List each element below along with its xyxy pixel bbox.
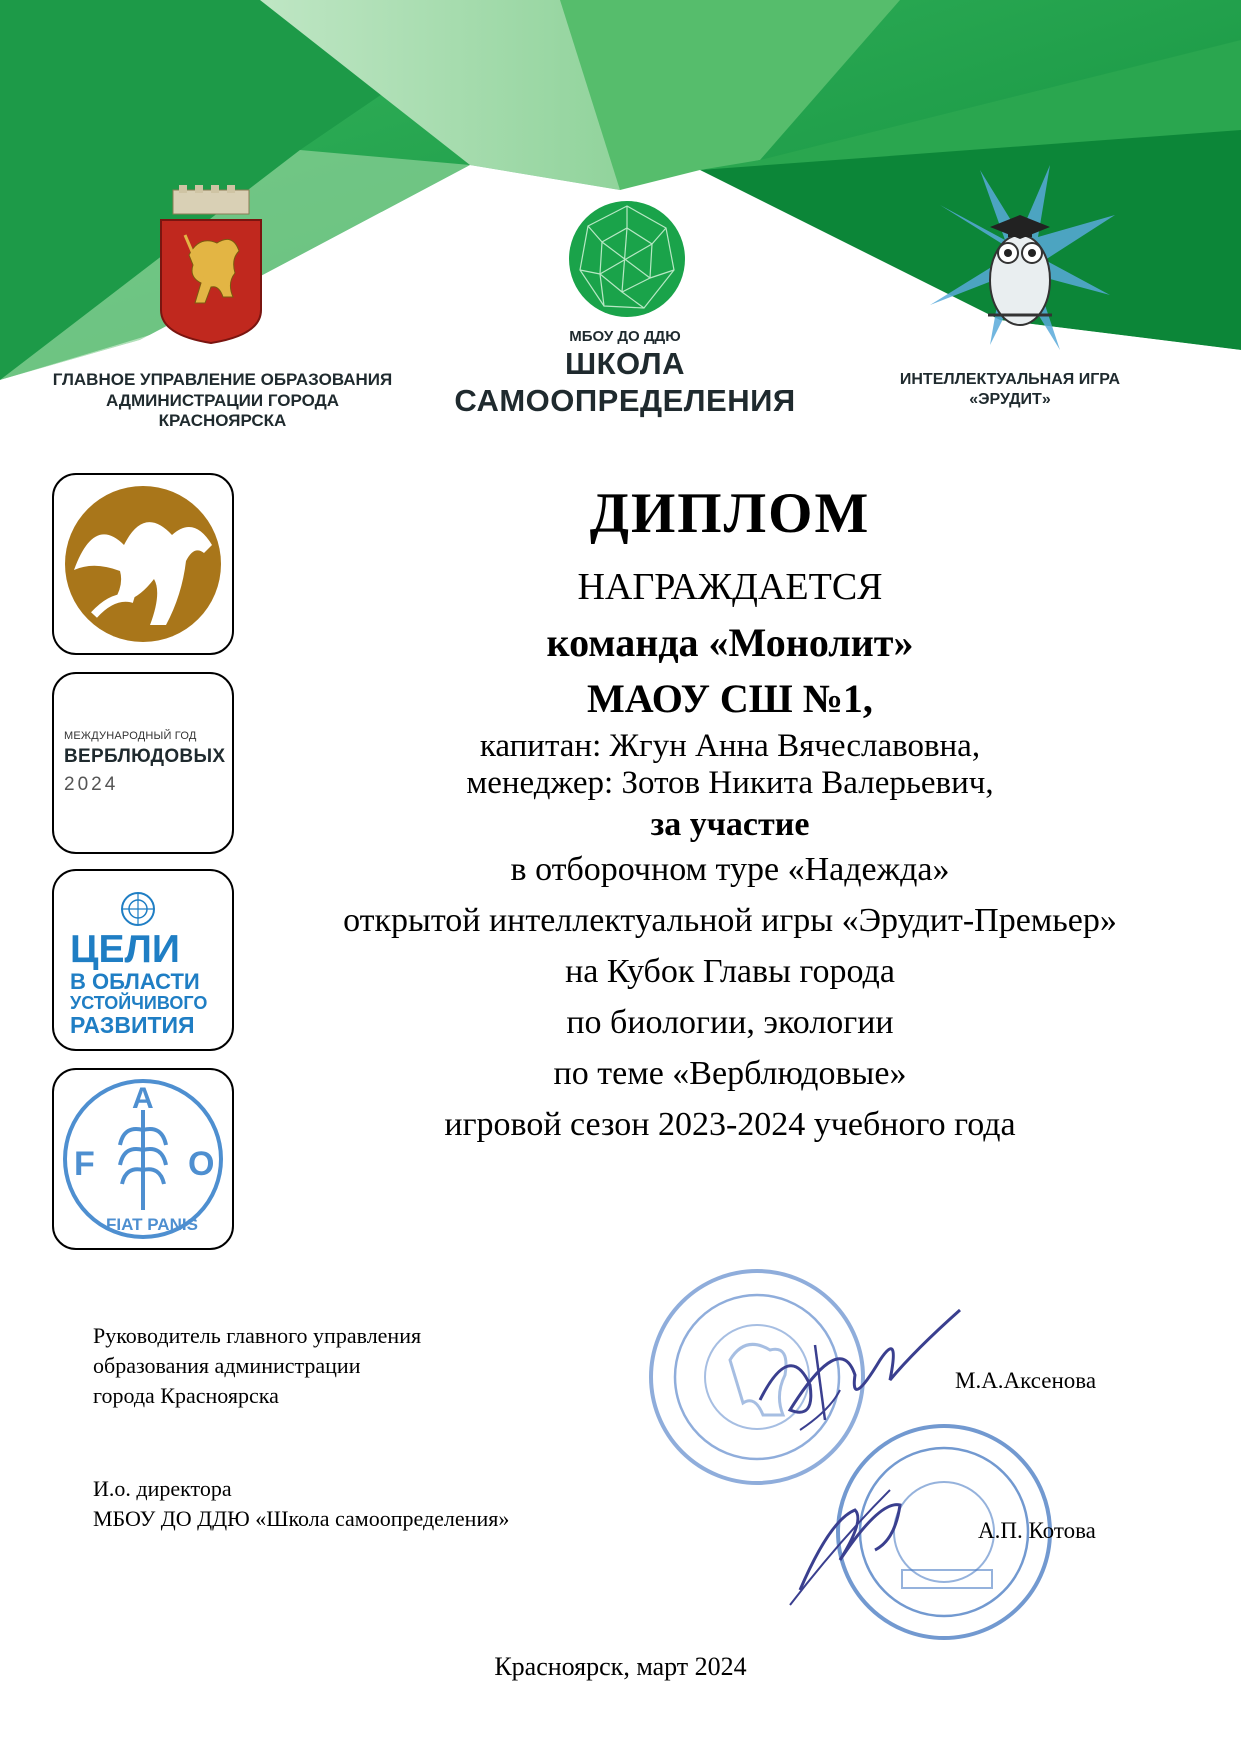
event-line: открытой интеллектуальной игры «Эрудит-Премьер» bbox=[343, 901, 1117, 939]
un-emblem-icon bbox=[118, 889, 158, 929]
fao-letter-a: A bbox=[132, 1082, 154, 1115]
for-participation-line: за участие bbox=[650, 805, 810, 843]
diploma-body bbox=[260, 480, 1200, 1150]
director-signature-title: И.о. директора МБОУ ДО ДДЮ «Школа самоопределения» bbox=[93, 1476, 510, 1531]
year-logo-title: ВЕРБЛЮДОВЫХ bbox=[64, 746, 226, 767]
event-line: игровой сезон 2023-2024 учебного года bbox=[444, 1105, 1016, 1143]
krasnoyarsk-coat-of-arms-icon bbox=[155, 185, 267, 345]
sustainable-goals-logo bbox=[52, 869, 234, 1051]
event-line: в отборочном туре «Надежда» bbox=[510, 850, 950, 888]
fao-logo bbox=[52, 1068, 234, 1250]
goals-logo-line-2: В ОБЛАСТИ bbox=[70, 969, 200, 994]
org-label-education-department: ГЛАВНОЕ УПРАВЛЕНИЕ ОБРАЗОВАНИЯ АДМИНИСТРАЦИИ ГОРОДА КРАСНОЯРСКА bbox=[52, 370, 393, 431]
owl-erudite-logo-icon bbox=[920, 165, 1120, 355]
head-signature-title: Руководитель главного управления образования администрации города Красноярска bbox=[93, 1323, 422, 1408]
event-line: на Кубок Главы города bbox=[565, 952, 895, 990]
camel-icon bbox=[54, 475, 232, 653]
goals-logo-line-3: УСТОЙЧИВОГО bbox=[70, 993, 208, 1013]
org-label-erudite-game: ИНТЕЛЛЕКТУАЛЬНАЯ ИГРА «ЭРУДИТ» bbox=[899, 371, 1121, 408]
year-of-camelids-logo bbox=[52, 672, 234, 854]
awarded-line: НАГРАЖДАЕТСЯ bbox=[577, 566, 883, 609]
green-sphere-logo-icon bbox=[566, 198, 688, 320]
school-name: МАОУ СШ №1, bbox=[587, 676, 873, 722]
fao-emblem-icon bbox=[54, 1070, 232, 1248]
fao-motto: FIAT PANIS bbox=[106, 1215, 198, 1234]
org-label-school: МБОУ ДО ДДЮ ШКОЛА САМООПРЕДЕЛЕНИЯ bbox=[454, 328, 796, 418]
fao-letter-o: O bbox=[188, 1145, 215, 1183]
camel-logo bbox=[52, 473, 234, 655]
event-line: по биологии, экологии bbox=[566, 1003, 894, 1041]
team-name: команда «Монолит» bbox=[546, 620, 914, 666]
goals-logo-line-1: ЦЕЛИ bbox=[70, 928, 180, 971]
year-logo-year: 2024 bbox=[64, 774, 119, 795]
head-signature-name: М.А.Аксенова bbox=[955, 1368, 1097, 1393]
diploma-title: ДИПЛОМ bbox=[589, 482, 871, 545]
handwritten-signatures bbox=[640, 1290, 1060, 1610]
manager-line: менеджер: Зотов Никита Валерьевич, bbox=[466, 765, 994, 802]
fao-letter-f: F bbox=[74, 1145, 95, 1183]
director-signature-name: А.П. Котова bbox=[978, 1518, 1096, 1543]
place-and-date: Красноярск, март 2024 bbox=[494, 1652, 747, 1681]
event-line: по теме «Верблюдовые» bbox=[553, 1054, 907, 1092]
captain-line: капитан: Жгун Анна Вячеславовна, bbox=[479, 728, 981, 765]
year-logo-caption: МЕЖДУНАРОДНЫЙ ГОД bbox=[64, 730, 197, 742]
goals-logo-line-4: РАЗВИТИЯ bbox=[70, 1012, 195, 1038]
